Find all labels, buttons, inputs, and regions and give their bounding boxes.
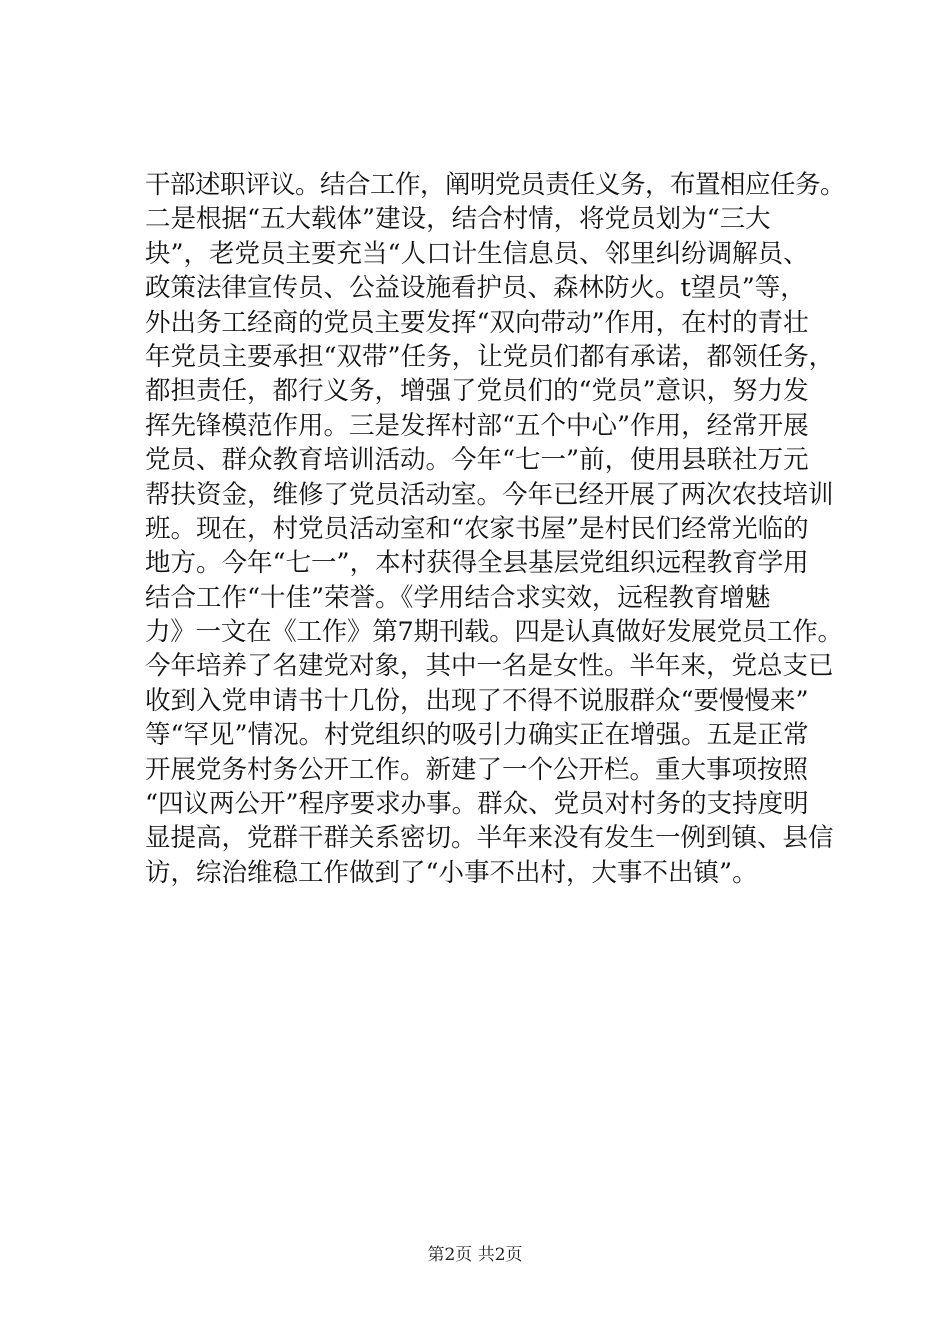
text-line: 今年培养了名建党对象，其中一名是女性。半年来，党总支已	[145, 651, 834, 682]
page-number-footer: 第2页 共2页	[427, 1245, 523, 1265]
text-line: 都担责任，都行义务，增强了党员们的“党员”意识，努力发	[145, 376, 809, 407]
text-line: 挥先锋模范作用。三是发挥村部“五个中心”作用，经常开展	[145, 410, 809, 441]
text-line: 地方。今年“七一”，本村获得全县基层党组织远程教育学用	[145, 548, 809, 579]
text-line: 力》一文在《工作》第7期刊载。四是认真做好发展党员工作。	[145, 617, 843, 648]
text-line: 等“罕见”情况。村党组织的吸引力确实正在增强。五是正常	[145, 720, 809, 751]
text-line: 二是根据“五大载体”建设，结合村情，将党员划为“三大	[145, 204, 771, 235]
text-line: 收到入党申请书十几份，出现了不得不说服群众“要慢慢来”	[145, 685, 809, 716]
text-line: 块”，老党员主要充当“人口计生信息员、邻里纠纷调解员、	[145, 238, 809, 269]
text-line: 结合工作“十佳”荣誉。《学用结合求实效，远程教育增魅	[145, 582, 771, 613]
text-line: 党员、群众教育培训活动。今年“七一”前，使用县联社万元	[145, 445, 809, 476]
body-text	[145, 168, 845, 890]
text-line: 访，综治维稳工作做到了“小事不出村，大事不出镇”。	[145, 857, 758, 888]
text-line: 显提高，党群干群关系密切。半年来没有发生一例到镇、县信	[145, 823, 834, 854]
text-line: 干部述职评议。结合工作，阐明党员责任义务，布置相应任务。	[145, 170, 846, 200]
text-line: 外出务工经商的党员主要发挥“双向带动”作用，在村的青壮	[145, 307, 809, 338]
text-line: 政策法律宣传员、公益设施看护员、森林防火。t望员”等，	[145, 273, 806, 304]
text-line: 开展党务村务公开工作。新建了一个公开栏。重大事项按照	[145, 754, 809, 785]
text-line: 年党员主要承担“双带”任务，让党员们都有承诺，都领任务，	[145, 341, 835, 372]
text-line: 班。现在，村党员活动室和“农家书屋”是村民们经常光临的	[145, 513, 809, 544]
text-line: “四议两公开”程序要求办事。群众、党员对村务的支持度明	[145, 789, 809, 820]
text-line: 帮扶资金，维修了党员活动室。今年已经开展了两次农技培训	[145, 479, 834, 510]
